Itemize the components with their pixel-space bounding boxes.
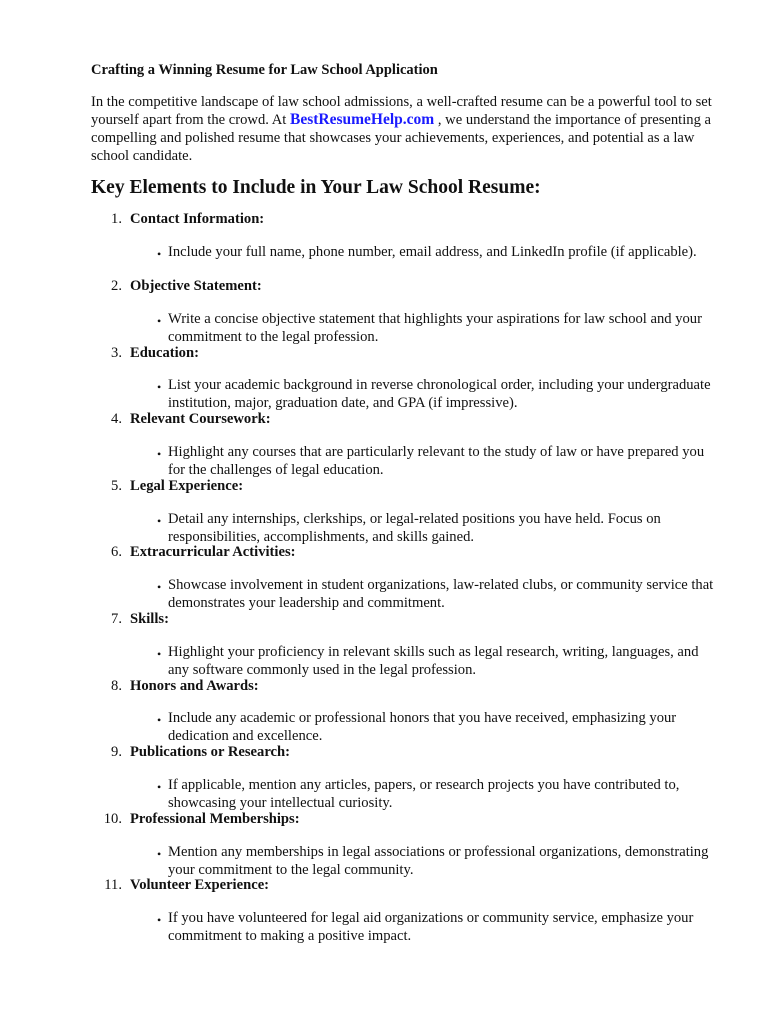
list-item-publications-or-research: [91, 743, 731, 761]
bullet-point: [157, 843, 716, 879]
bullet-icon: •: [157, 380, 162, 394]
item-title: Objective Statement:: [130, 278, 262, 294]
item-number: 10.: [103, 811, 122, 827]
intro-paragraph: [91, 93, 731, 165]
bullet-icon: •: [157, 647, 162, 661]
bullet-text: Include any academic or professional honors that you have received, emphasizing your dedication and excellence.: [168, 710, 677, 744]
item-title: Skills:: [130, 611, 169, 627]
bullet-text: List your academic background in reverse chronological order, including your undergraduate institution, major, graduation date, and GPA (if impressive).: [168, 377, 711, 411]
bullet-icon: •: [157, 580, 162, 594]
bullet-icon: •: [157, 847, 162, 861]
bullet-text: Include your full name, phone number, email address, and LinkedIn profile (if applicable).: [168, 244, 697, 260]
item-number: 2.: [111, 278, 122, 294]
bullet-icon: •: [157, 913, 162, 927]
section-heading: Key Elements to Include in Your Law School Resume:: [91, 177, 541, 198]
item-number: 6.: [111, 544, 122, 560]
item-title: Education:: [130, 345, 199, 361]
bullet-text: Mention any memberships in legal associations or professional organizations, demonstrating your commitment to the legal community.: [168, 844, 709, 878]
item-number: 1.: [111, 211, 122, 227]
item-title: Honors and Awards:: [130, 678, 259, 694]
item-title: Relevant Coursework:: [130, 411, 271, 427]
bullet-icon: •: [157, 447, 162, 461]
bullet-text: Detail any internships, clerkships, or legal-related positions you have held. Focus on responsibilities, accomplishments, and skills gained.: [168, 511, 661, 545]
list-item-relevant-coursework: [91, 410, 731, 428]
list-item-volunteer-experience: [91, 876, 731, 894]
list-item-extracurricular-activities: [91, 543, 731, 561]
bullet-point: [157, 909, 716, 945]
list-item-professional-memberships: [91, 810, 731, 828]
item-number: 4.: [111, 411, 122, 427]
item-title: Volunteer Experience:: [130, 877, 270, 893]
list-item-honors-and-awards: [91, 677, 731, 695]
item-number: 9.: [111, 744, 122, 760]
item-number: 3.: [111, 345, 122, 361]
bullet-icon: •: [157, 514, 162, 528]
intro-text-after-link: , we understand the importance of presenting a compelling and polished resume that showcases your achievements, experiences, and potential as a law school candidate.: [91, 112, 711, 164]
bullet-point: [157, 776, 716, 812]
bullet-point: [157, 576, 716, 612]
list-item-education: [91, 344, 731, 362]
bullet-point: [157, 310, 716, 346]
list-item-legal-experience: [91, 477, 731, 495]
bullet-point: [157, 376, 716, 412]
item-title: Publications or Research:: [130, 744, 290, 760]
bullet-text: If applicable, mention any articles, papers, or research projects you have contributed to, showcasing your intellectual curiosity.: [168, 777, 680, 811]
item-title: Legal Experience:: [130, 478, 244, 494]
bullet-point: [157, 243, 716, 261]
item-number: 8.: [111, 678, 122, 694]
bullet-point: [157, 443, 716, 479]
list-item-skills: [91, 610, 731, 628]
item-title: Professional Memberships:: [130, 811, 300, 827]
bullet-point: [157, 709, 716, 745]
bullet-text: Highlight any courses that are particularly relevant to the study of law or have prepared you for the challenges of legal education.: [168, 444, 705, 478]
bullet-icon: •: [157, 713, 162, 727]
bullet-icon: •: [157, 314, 162, 328]
document-title: Crafting a Winning Resume for Law School Application: [91, 62, 438, 78]
bullet-text: Highlight your proficiency in relevant skills such as legal research, writing, languages, and any software commonly used in the legal profession.: [168, 644, 699, 678]
bullet-text: Write a concise objective statement that highlights your aspirations for law school and your commitment to the legal profession.: [168, 311, 702, 345]
bullet-text: If you have volunteered for legal aid organizations or community service, emphasize your commitment to making a positive impact.: [168, 910, 694, 944]
list-item-contact-information: [91, 210, 731, 228]
bullet-point: [157, 643, 716, 679]
list-item-objective-statement: [91, 277, 731, 295]
item-number: 7.: [111, 611, 122, 627]
best-resume-help-link[interactable]: BestResumeHelp.com: [289, 111, 435, 128]
bullet-icon: •: [157, 247, 162, 261]
item-title: Extracurricular Activities:: [130, 544, 296, 560]
intro-text-before-link: In the competitive landscape of law school admissions, a well-crafted resume can be a powerful tool to set yourself apart from the crowd. At: [91, 94, 712, 128]
bullet-icon: •: [157, 780, 162, 794]
bullet-point: [157, 510, 716, 546]
bullet-text: Showcase involvement in student organizations, law-related clubs, or community service that demonstrates your leadership and commitment.: [168, 577, 714, 611]
item-number: 5.: [111, 478, 122, 494]
item-number: 11.: [104, 877, 122, 893]
item-title: Contact Information:: [130, 211, 265, 227]
